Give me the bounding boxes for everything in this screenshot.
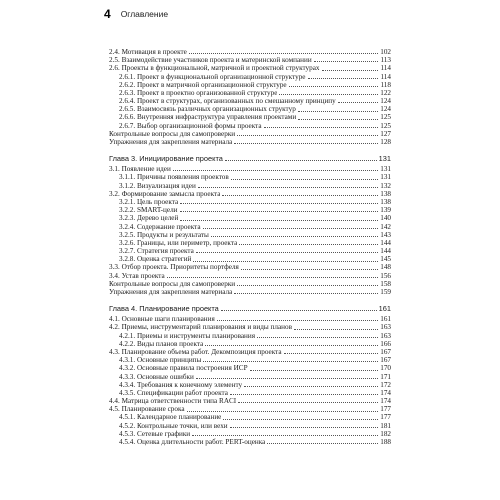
toc-entry xyxy=(109,340,391,348)
toc-entry xyxy=(109,64,391,72)
leader-dots xyxy=(231,179,378,180)
toc-entry-page: 166 xyxy=(380,339,391,348)
toc-entry-page: 143 xyxy=(380,230,391,239)
toc-entry-label: 3.2.5. Продукты и результаты xyxy=(119,230,209,239)
toc-entry-page: 140 xyxy=(380,214,391,223)
leader-dots xyxy=(192,435,378,436)
leader-dots xyxy=(284,353,379,354)
toc-entry-label: 4.3.4. Требования к конечному элементу xyxy=(119,380,243,389)
toc-entry-label: 3.2.2. SMART-цели xyxy=(119,206,178,215)
toc-entry-label: 3.1.1. Причины появления проектов xyxy=(119,173,229,182)
toc-entry xyxy=(109,430,391,438)
toc-entry-page: 114 xyxy=(380,64,391,73)
toc-entry xyxy=(109,288,391,296)
toc-entry-page: 138 xyxy=(380,189,391,198)
chapter-title: Глава 3. Инициирование проекта xyxy=(109,154,223,164)
toc-entry xyxy=(109,122,391,130)
toc-entry-label: 3.3. Отбор проекта. Приоритеты портфеля xyxy=(109,263,239,272)
toc-entry xyxy=(109,73,391,81)
toc-entry-label: 2.6.5. Взаимосвязь различных организационных структур xyxy=(119,105,296,114)
toc-entry xyxy=(109,315,391,323)
toc-entry xyxy=(109,438,391,446)
chapter-page: 131 xyxy=(378,154,391,164)
table-of-contents xyxy=(109,48,391,446)
leader-dots xyxy=(234,143,378,144)
toc-entry-page: 170 xyxy=(380,364,391,373)
toc-entry xyxy=(109,247,391,255)
toc-entry xyxy=(109,332,391,340)
leader-dots xyxy=(314,61,379,62)
toc-entry-label: 4.3.3. Основные ошибки xyxy=(119,372,194,381)
toc-entry xyxy=(109,81,391,89)
toc-entry-page: 118 xyxy=(380,80,391,89)
toc-entry-label: 2.6. Проекты в функциональной, матричной и проектной структурах xyxy=(109,64,320,73)
toc-entry-label: 2.6.6. Внутренняя инфраструктура управления проектами xyxy=(119,113,297,122)
leader-dots xyxy=(211,236,378,237)
leader-dots xyxy=(167,277,378,278)
toc-entry xyxy=(109,190,391,198)
toc-entry-label: 4.3.2. Основные правила построения ИСР xyxy=(119,364,248,373)
toc-entry-page: 138 xyxy=(380,197,391,206)
toc-entry xyxy=(109,364,391,372)
toc-entry xyxy=(109,114,391,122)
leader-dots xyxy=(205,345,378,346)
leader-dots xyxy=(322,70,379,71)
toc-entry-label: 3.2.7. Стратегия проекта xyxy=(119,247,194,256)
toc-entry-page: 113 xyxy=(380,56,391,65)
toc-entry-label: 3.2.4. Содержание проекта xyxy=(119,222,201,231)
leader-dots xyxy=(294,329,378,330)
toc-entry xyxy=(109,56,391,64)
leader-dots xyxy=(250,370,379,371)
toc-entry-label: Упражнения для закрепления материала xyxy=(109,138,233,147)
leader-dots xyxy=(238,402,378,403)
toc-entry xyxy=(109,105,391,113)
toc-entry xyxy=(109,397,391,405)
toc-entry xyxy=(109,272,391,280)
toc-entry-page: 158 xyxy=(380,279,391,288)
toc-entry-page: 174 xyxy=(380,397,391,406)
toc-entry-label: 4.5.2. Контрольные точки, или вехи xyxy=(119,421,228,430)
toc-entry-label: 2.5. Взаимодействие участников проекта и материнской компании xyxy=(109,56,312,65)
toc-entry-label: 4.2.1. Приемы и инструменты планирования xyxy=(119,331,256,340)
leader-dots xyxy=(180,211,379,212)
toc-entry xyxy=(109,165,391,173)
chapter-page: 161 xyxy=(378,304,391,314)
toc-entry-page: 163 xyxy=(380,323,391,332)
leader-dots xyxy=(225,160,377,161)
toc-entry xyxy=(109,389,391,397)
leader-dots xyxy=(180,203,378,204)
leader-dots xyxy=(173,170,378,171)
leader-dots xyxy=(221,310,377,311)
toc-entry-label: 4.1. Основные шаги планирования xyxy=(109,315,215,324)
toc-entry-page: 114 xyxy=(380,72,391,81)
toc-entry xyxy=(109,206,391,214)
toc-entry-page: 128 xyxy=(380,138,391,147)
toc-entry-page: 124 xyxy=(380,97,391,106)
leader-dots xyxy=(222,195,378,196)
toc-entry xyxy=(109,97,391,105)
toc-entry-page: 125 xyxy=(380,113,391,122)
toc-entry-page: 167 xyxy=(380,356,391,365)
leader-dots xyxy=(223,419,378,420)
toc-entry-label: 4.4. Матрица ответственности типа RACI xyxy=(109,397,237,406)
running-title: Оглавление xyxy=(120,9,169,19)
toc-entry-label: 4.2.2. Виды планов проекта xyxy=(119,339,204,348)
leader-dots xyxy=(217,320,378,321)
toc-entry xyxy=(109,198,391,206)
toc-section-chapter2-tail xyxy=(109,48,391,146)
page-header xyxy=(104,6,404,22)
toc-entry-label: 2.6.4. Проект в структурах, организованных по смешанному принципу xyxy=(119,97,336,106)
toc-entry-page: 156 xyxy=(380,271,391,280)
toc-entry xyxy=(109,414,391,422)
leader-dots xyxy=(203,228,379,229)
toc-entry-label: 3.2.3. Дерево целей xyxy=(119,214,179,223)
toc-entry xyxy=(109,239,391,247)
toc-entry xyxy=(109,348,391,356)
leader-dots xyxy=(230,427,379,428)
toc-entry xyxy=(109,405,391,413)
toc-entry xyxy=(109,214,391,222)
leader-dots xyxy=(244,386,378,387)
toc-entry xyxy=(109,422,391,430)
toc-entry xyxy=(109,323,391,331)
toc-entry-page: 102 xyxy=(380,47,391,56)
toc-entry-page: 122 xyxy=(380,88,391,97)
leader-dots xyxy=(187,411,379,412)
toc-entry-label: 2.4. Мотивация в проекте xyxy=(109,47,187,56)
toc-entry-label: 4.5.3. Сетевые графики xyxy=(119,429,191,438)
leader-dots xyxy=(196,252,378,253)
toc-entry-page: 188 xyxy=(380,438,391,447)
toc-entry-label: 3.2.1. Цель проекта xyxy=(119,197,179,206)
toc-entry xyxy=(109,173,391,181)
toc-entry-label: 2.6.7. Выбор организационной формы проекта xyxy=(119,121,262,130)
leader-dots xyxy=(239,244,378,245)
toc-entry-page: 177 xyxy=(380,405,391,414)
toc-entry-page: 127 xyxy=(380,129,391,138)
leader-dots xyxy=(279,94,378,95)
toc-entry-page: 131 xyxy=(380,165,391,174)
toc-entry xyxy=(109,130,391,138)
toc-entry xyxy=(109,264,391,272)
toc-entry-label: Контрольные вопросы для самопроверки xyxy=(109,129,236,138)
toc-entry xyxy=(109,223,391,231)
toc-entry-page: 148 xyxy=(380,263,391,272)
toc-entry-page: 174 xyxy=(380,388,391,397)
toc-entry xyxy=(109,89,391,97)
toc-entry xyxy=(109,48,391,56)
toc-entry xyxy=(109,231,391,239)
leader-dots xyxy=(298,111,378,112)
toc-entry-label: 4.5.1. Календарное планирование xyxy=(119,413,222,422)
toc-entry-page: 145 xyxy=(380,255,391,264)
leader-dots xyxy=(180,220,378,221)
toc-entry-page: 167 xyxy=(380,347,391,356)
leader-dots xyxy=(237,285,378,286)
toc-entry-page: 139 xyxy=(380,206,391,215)
toc-entry xyxy=(109,373,391,381)
toc-entry xyxy=(109,255,391,263)
toc-entry-label: 4.3.5. Спецификации работ проекта xyxy=(119,388,228,397)
leader-dots xyxy=(203,361,378,362)
leader-dots xyxy=(198,187,378,188)
toc-section-chapter4 xyxy=(109,315,391,446)
toc-entry-page: 159 xyxy=(380,288,391,297)
leader-dots xyxy=(308,78,379,79)
chapter-heading xyxy=(109,154,391,163)
leader-dots xyxy=(289,86,379,87)
toc-entry-label: 3.1.2. Визуализация идеи xyxy=(119,181,196,190)
toc-entry-page: 172 xyxy=(380,380,391,389)
toc-entry xyxy=(109,182,391,190)
toc-entry xyxy=(109,356,391,364)
toc-entry-label: 4.3.1. Основные принципы xyxy=(119,356,202,365)
toc-entry-label: 2.6.2. Проект в матричной организационной структуре xyxy=(119,80,287,89)
toc-entry-page: 161 xyxy=(380,315,391,324)
toc-entry-label: 4.5.4. Оценка длительности работ. PERT-оценка xyxy=(119,438,266,447)
leader-dots xyxy=(241,269,378,270)
toc-entry-label: 4.2. Приемы, инструментарий планирования и виды планов xyxy=(109,323,292,332)
toc-entry-label: 3.2.6. Границы, или периметр, проекта xyxy=(119,238,238,247)
toc-entry-label: 2.6.1. Проект в функциональной организационной структуре xyxy=(119,72,306,81)
toc-entry-page: 124 xyxy=(380,105,391,114)
leader-dots xyxy=(264,127,379,128)
toc-entry-label: Упражнения для закрепления материала xyxy=(109,288,233,297)
leader-dots xyxy=(338,102,378,103)
toc-entry-page: 144 xyxy=(380,247,391,256)
toc-entry-label: 3.2.8. Оценка стратегий xyxy=(119,255,192,264)
toc-entry-label: 4.3. Планирование объема работ. Декомпозиция проекта xyxy=(109,347,282,356)
leader-dots xyxy=(267,443,378,444)
toc-entry xyxy=(109,138,391,146)
leader-dots xyxy=(196,378,378,379)
leader-dots xyxy=(193,261,378,262)
toc-entry-page: 182 xyxy=(380,429,391,438)
toc-entry xyxy=(109,381,391,389)
toc-entry-page: 144 xyxy=(380,238,391,247)
toc-entry-page: 171 xyxy=(380,372,391,381)
toc-entry xyxy=(109,280,391,288)
toc-entry-label: 2.6.3. Проект в проектно организованной структуре xyxy=(119,88,278,97)
toc-entry-label: 4.5. Планирование срока xyxy=(109,405,185,414)
leader-dots xyxy=(189,53,378,54)
chapter-heading xyxy=(109,304,391,313)
toc-entry-label: Контрольные вопросы для самопроверки xyxy=(109,279,236,288)
toc-entry-label: 3.1. Появление идеи xyxy=(109,165,171,174)
toc-section-chapter3 xyxy=(109,165,391,296)
toc-entry-page: 131 xyxy=(380,173,391,182)
chapter-title: Глава 4. Планирование проекта xyxy=(109,304,219,314)
toc-entry-page: 125 xyxy=(380,121,391,130)
toc-entry-page: 177 xyxy=(380,413,391,422)
toc-entry-label: 3.4. Устав проекта xyxy=(109,271,165,280)
leader-dots xyxy=(257,337,378,338)
page-number: 4 xyxy=(104,7,111,21)
toc-entry-page: 181 xyxy=(380,421,391,430)
leader-dots xyxy=(298,119,378,120)
leader-dots xyxy=(234,293,378,294)
toc-entry-page: 132 xyxy=(380,181,391,190)
leader-dots xyxy=(230,394,378,395)
toc-entry-page: 142 xyxy=(380,222,391,231)
toc-entry-page: 163 xyxy=(380,331,391,340)
toc-entry-label: 3.2. Формирование замысла проекта xyxy=(109,189,221,198)
leader-dots xyxy=(237,135,378,136)
